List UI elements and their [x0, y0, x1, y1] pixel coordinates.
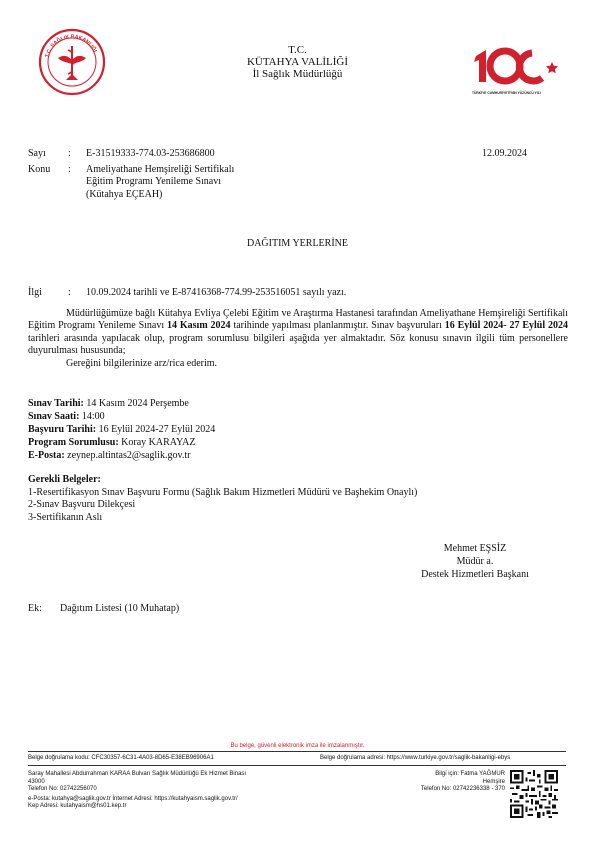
konu-line-2: Eğitim Programı Yenileme Sınavı — [86, 176, 221, 187]
footer-phone: Telefon No: 02742256070 — [28, 786, 97, 792]
header-line-mudurluk: İl Sağlık Müdürlüğü — [252, 68, 343, 80]
konu-colon: : — [68, 164, 71, 175]
verification-code: Belge doğrulama kodu: CFC30357-6C31-4A03-8D65-E38EB96906A1 — [28, 755, 214, 761]
qr-code-icon[interactable] — [510, 770, 558, 818]
detail-application-date: Başvuru Tarihi: 16 Eylül 2024-27 Eylül 2024 — [28, 424, 216, 435]
recipient-heading: DAĞITIM YERLERİNE — [246, 238, 348, 249]
centennial-logo-text: TÜRKİYE CUMHURİYETİ'NİN YÜZÜNCÜ YILI — [472, 91, 541, 95]
attachment-label: Ek: — [28, 603, 42, 614]
konu-line-1: Ameliyathane Hemşireliği Sertifikalı — [86, 164, 235, 175]
info-name: Bilgi için: Fatma YAĞMUR — [435, 771, 505, 777]
required-document-item: 1-Resertifikasyon Sınav Başvuru Formu (Sağlık Bakım Hizmetleri Müdürü ve Başhekim Onaylı) — [28, 486, 418, 498]
esign-notice: Bu belge, güvenli elektronik imza ile imzalanmıştır. — [230, 743, 365, 749]
centennial-100-logo — [470, 44, 570, 98]
signatory-title-1: Müdür a. — [456, 556, 494, 567]
exam-details — [28, 397, 215, 462]
application-dates-bold: 16 Eylül 2024- 27 Eylül 2024 — [444, 320, 569, 332]
sayi-value: E-31519333-774.03-253686800 — [86, 148, 215, 159]
footer-divider-top — [28, 751, 566, 752]
attachment-value: Dağıtım Listesi (10 Muhatap) — [60, 603, 180, 614]
verification-url[interactable]: Belge doğrulama adresi: https://www.turkiye.gov.tr/saglik-bakanligi-ebys — [320, 755, 511, 761]
info-role: Hemşire — [482, 778, 505, 785]
footer-kep[interactable]: Kep Adresi: kutahyaism@hs01.kep.tr — [28, 803, 127, 809]
signatory-name: Mehmet EŞSİZ — [443, 543, 507, 554]
ilgi-colon: : — [68, 287, 71, 298]
signature-block — [390, 542, 560, 581]
required-documents — [28, 474, 417, 524]
paragraph-text-c: tarihleri arasında yapılacak olup, program sorumlusu bilgileri aşağıda yer almaktadır. Söz konusu sınavın ilgili tüm personellere duyurulması hususunda; — [28, 332, 568, 357]
footer-divider-bottom — [28, 765, 566, 766]
ilgi-value: 10.09.2024 tarihli ve E-87416368-774.99-253516051 sayılı yazı. — [86, 287, 347, 298]
detail-exam-date: Sınav Tarihi: 14 Kasım 2024 Perşembe — [28, 398, 189, 409]
paragraph-text-a: Müdürlüğümüze bağlı Kütahya Evliya Çelebi Eğitim ve Araştırma Hastanesi tarafından Ameliyathane Hemşireliği Sertifikalı Eğitim Programı Yenileme Sınavı — [28, 308, 568, 332]
header-line-tc: T.C. — [288, 44, 307, 56]
footer-postcode: 43000 — [28, 778, 45, 785]
ilgi-label: İlgi — [28, 287, 42, 298]
required-documents-title: Gerekli Belgeler: — [28, 474, 101, 485]
required-document-item: 2-Sınav Başvuru Dilekçesi — [28, 499, 136, 510]
required-document-item: 3-Sertifikanın Aslı — [28, 511, 103, 523]
sayi-colon: : — [68, 148, 71, 159]
signatory-title-2: Destek Hizmetleri Başkanı — [421, 569, 529, 580]
header-line-valilik: KÜTAHYA VALİLİĞİ — [246, 56, 349, 68]
footer-email-web[interactable]: e-Posta: kutahya@saglik.gov.tr İnternet Adresi: https://kutahyaism.saglik.gov.tr/ — [28, 795, 238, 802]
detail-exam-time: Sınav Saati: 14:00 — [28, 411, 105, 422]
seal-text: T.C. SAĞLIK BAKANLIĞI — [44, 33, 98, 59]
konu-line-3: (Kütahya EÇEAH) — [86, 189, 163, 200]
main-paragraph — [28, 308, 568, 370]
info-phone: Telefon No: 02742236338 - 370 — [420, 786, 505, 792]
exam-date-bold: 14 Kasım 2024 — [167, 320, 231, 332]
sayi-label: Sayı — [28, 148, 46, 159]
closing-sentence: Gereğini bilgilerinize arz/rica ederim. — [66, 357, 218, 369]
footer-info-contact — [380, 771, 505, 794]
detail-program-lead: Program Sorumlusu: Koray KARAYAZ — [28, 437, 196, 448]
konu-label: Konu — [28, 164, 51, 175]
detail-email: E-Posta: zeynep.altintas2@saglik.gov.tr — [28, 450, 191, 461]
footer-address: Saray Mahallesi Abdurrahman KARAA Bulvarı Sağlık Müdürlüğü Ek Hizmet Binası — [28, 771, 247, 777]
footer-contact — [28, 771, 246, 811]
paragraph-text-b: tarihinde yapılması planlanmıştır. Sınav başvuruları — [230, 320, 445, 332]
document-date: 12.09.2024 — [482, 148, 527, 159]
